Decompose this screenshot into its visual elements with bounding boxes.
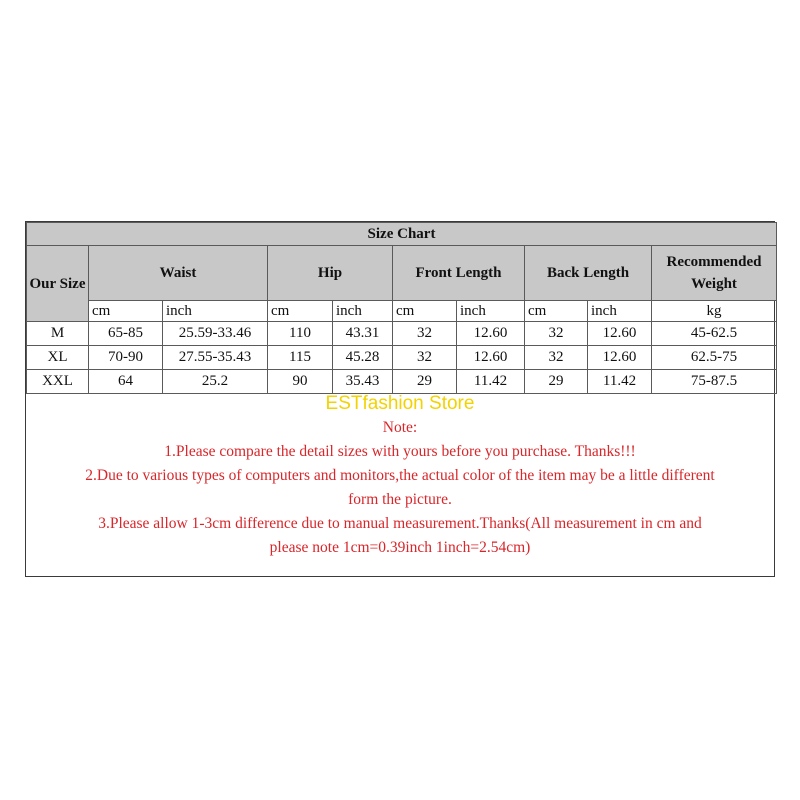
table-cell: 75-87.5 xyxy=(652,370,777,394)
unit-label: inch xyxy=(588,301,652,322)
size-table xyxy=(26,222,777,394)
table-cell: 90 xyxy=(268,370,333,394)
size-column-header: Our Size xyxy=(27,246,89,322)
note-title: Note: xyxy=(382,419,418,436)
table-cell: 25.59-33.46 xyxy=(163,322,268,346)
size-chart xyxy=(25,221,775,577)
unit-label: cm xyxy=(89,301,163,322)
table-cell: 27.55-35.43 xyxy=(163,346,268,370)
table-cell: 32 xyxy=(393,346,457,370)
unit-label: inch xyxy=(457,301,525,322)
unit-label: kg xyxy=(652,301,777,322)
table-cell: 29 xyxy=(525,370,588,394)
note-line: 3.Please allow 1-3cm difference due to manual measurement.Thanks(All measurement in cm and xyxy=(98,515,702,532)
table-cell: 12.60 xyxy=(588,322,652,346)
table-cell: 62.5-75 xyxy=(652,346,777,370)
table-cell: 70-90 xyxy=(89,346,163,370)
table-cell: 45.28 xyxy=(333,346,393,370)
note-line: 1.Please compare the detail sizes with yours before you purchase. Thanks!!! xyxy=(164,443,636,460)
size-cell: XXL xyxy=(27,370,89,394)
table-cell: 43.31 xyxy=(333,322,393,346)
table-cell: 65-85 xyxy=(89,322,163,346)
waist-header: Waist xyxy=(89,246,268,301)
back-length-header: Back Length xyxy=(525,246,652,301)
note-line: 2.Due to various types of computers and monitors,the actual color of the item may be a little different xyxy=(85,467,715,484)
recommended-weight-header: Recommended Weight xyxy=(652,246,777,301)
hip-header: Hip xyxy=(268,246,393,301)
chart-title: Size Chart xyxy=(27,223,777,246)
table-cell: 12.60 xyxy=(457,322,525,346)
table-cell: 11.42 xyxy=(457,370,525,394)
front-length-header: Front Length xyxy=(393,246,525,301)
note-line: please note 1cm=0.39inch 1inch=2.54cm) xyxy=(269,539,531,556)
table-cell: 12.60 xyxy=(588,346,652,370)
table-cell: 35.43 xyxy=(333,370,393,394)
table-row xyxy=(27,322,777,346)
unit-label: inch xyxy=(333,301,393,322)
table-cell: 32 xyxy=(525,346,588,370)
table-cell: 11.42 xyxy=(588,370,652,394)
table-cell: 12.60 xyxy=(457,346,525,370)
size-cell: M xyxy=(27,322,89,346)
table-cell: 25.2 xyxy=(163,370,268,394)
unit-label: cm xyxy=(525,301,588,322)
table-cell: 45-62.5 xyxy=(652,322,777,346)
table-cell: 110 xyxy=(268,322,333,346)
table-cell: 115 xyxy=(268,346,333,370)
note-line: form the picture. xyxy=(348,491,452,508)
store-watermark: ESTfashion Store xyxy=(325,393,475,414)
table-cell: 64 xyxy=(89,370,163,394)
table-cell: 32 xyxy=(525,322,588,346)
table-cell: 29 xyxy=(393,370,457,394)
unit-label: cm xyxy=(393,301,457,322)
notes-section xyxy=(26,394,774,576)
unit-label: inch xyxy=(163,301,268,322)
unit-label: cm xyxy=(268,301,333,322)
size-cell: XL xyxy=(27,346,89,370)
table-cell: 32 xyxy=(393,322,457,346)
table-row xyxy=(27,346,777,370)
table-row xyxy=(27,370,777,394)
